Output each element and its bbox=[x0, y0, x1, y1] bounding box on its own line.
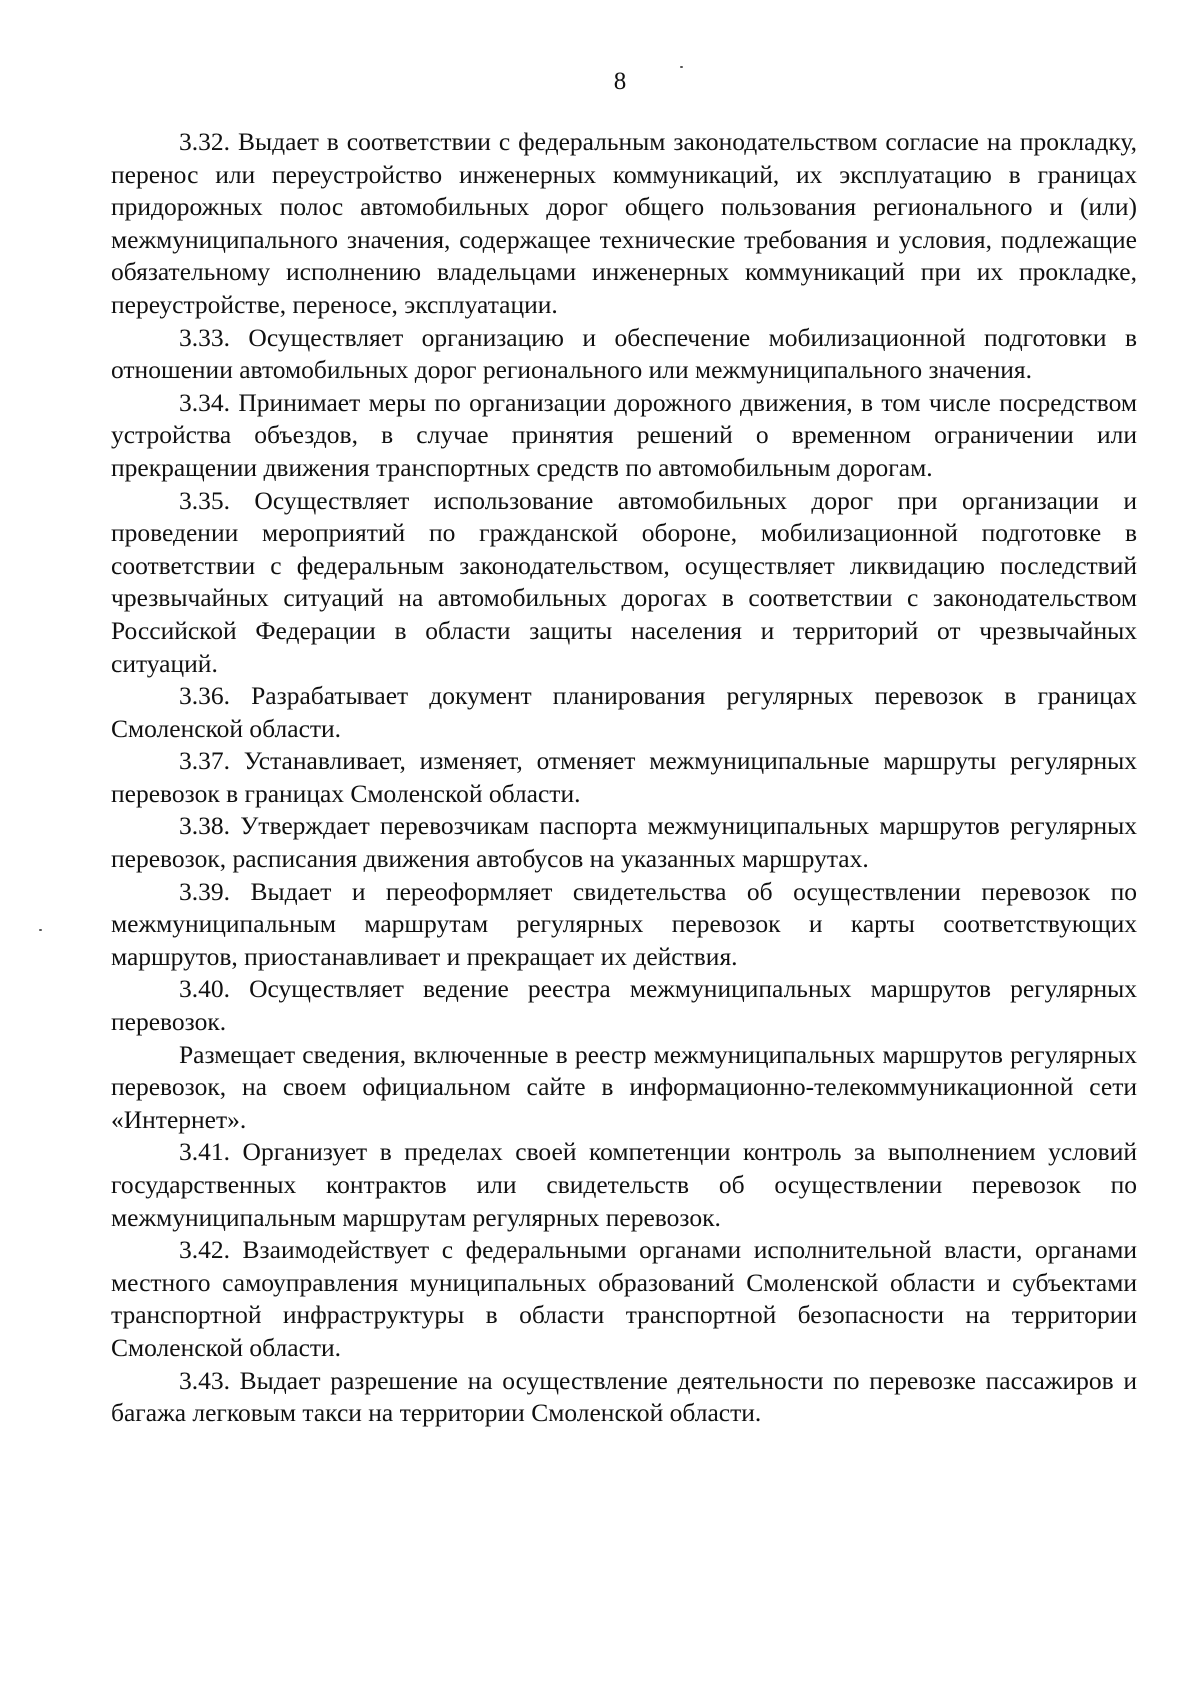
scan-speck-left bbox=[39, 929, 42, 931]
paragraph-3-41: 3.41. Организует в пределах своей компетенции контроль за выполнением условий государственных контрактов или свидетельств об осуществлении перевозок по межмуниципальным маршрутам регулярных перевозок. bbox=[111, 1137, 1137, 1232]
paragraph-3-40-continued: Размещает сведения, включенные в реестр межмуниципальных маршрутов регулярных перевозок, на своем официальном сайте в информационно-телекоммуникационной сети «Интернет». bbox=[111, 1039, 1137, 1134]
page-number: 8 bbox=[613, 68, 627, 95]
paragraph-3-42: 3.42. Взаимодействует с федеральными органами исполнительной власти, органами местного самоуправления муниципальных образований Смоленской области и субъектами транспортной инфраструктуры в области транспортной безопасности на территории Смоленской области. bbox=[111, 1235, 1137, 1362]
paragraph-3-40: 3.40. Осуществляет ведение реестра межмуниципальных маршрутов регулярных перевозок. bbox=[111, 974, 1137, 1037]
paragraph-3-34: 3.34. Принимает меры по организации дорожного движения, в том числе посредством устройства объездов, в случае принятия решений о временном ограничении или прекращении движения транспортных средств по автомобильным дорогам. bbox=[111, 387, 1137, 482]
paragraph-3-36: 3.36. Разрабатывает документ планирования регулярных перевозок в границах Смоленской области. bbox=[111, 681, 1137, 743]
document-body bbox=[111, 126, 1137, 1430]
scan-speck-top bbox=[680, 66, 683, 68]
paragraph-3-35: 3.35. Осуществляет использование автомобильных дорог при организации и проведении мероприятий по гражданской обороне, мобилизационной подготовке в соответствии с федеральным законодательством, осуществляет ликвидацию последствий чрезвычайных ситуаций на автомобильных дорогах в соответствии с законодательством Российской Федерации в области защиты населения и территорий от чрезвычайных ситуаций. bbox=[111, 485, 1137, 678]
paragraph-3-37: 3.37. Устанавливает, изменяет, отменяет межмуниципальные маршруты регулярных перевозок в границах Смоленской области. bbox=[111, 746, 1137, 808]
paragraph-3-32: 3.32. Выдает в соответствии с федеральным законодательством согласие на прокладку, перенос или переустройство инженерных коммуникаций, их эксплуатацию в границах придорожных полос автомобильных дорог общего пользования регионального и (или) межмуниципального значения, содержащее технические требования и условия, подлежащие обязательному исполнению владельцами инженерных коммуникаций при их прокладке, переустройстве, переносе, эксплуатации. bbox=[111, 127, 1137, 319]
paragraph-3-43: 3.43. Выдает разрешение на осуществление деятельности по перевозке пассажиров и багажа легковым такси на территории Смоленской области. bbox=[111, 1365, 1137, 1428]
paragraph-3-39: 3.39. Выдает и переоформляет свидетельства об осуществлении перевозок по межмуниципальным маршрутам регулярных перевозок и карты соответствующих маршрутов, приостанавливает и прекращает их действия. bbox=[111, 876, 1137, 971]
paragraph-3-33: 3.33. Осуществляет организацию и обеспечение мобилизационной подготовки в отношении автомобильных дорог регионального или межмуниципального значения. bbox=[111, 322, 1137, 385]
paragraph-3-38: 3.38. Утверждает перевозчикам паспорта межмуниципальных маршрутов регулярных перевозок, расписания движения автобусов на указанных маршрутах. bbox=[111, 811, 1137, 874]
